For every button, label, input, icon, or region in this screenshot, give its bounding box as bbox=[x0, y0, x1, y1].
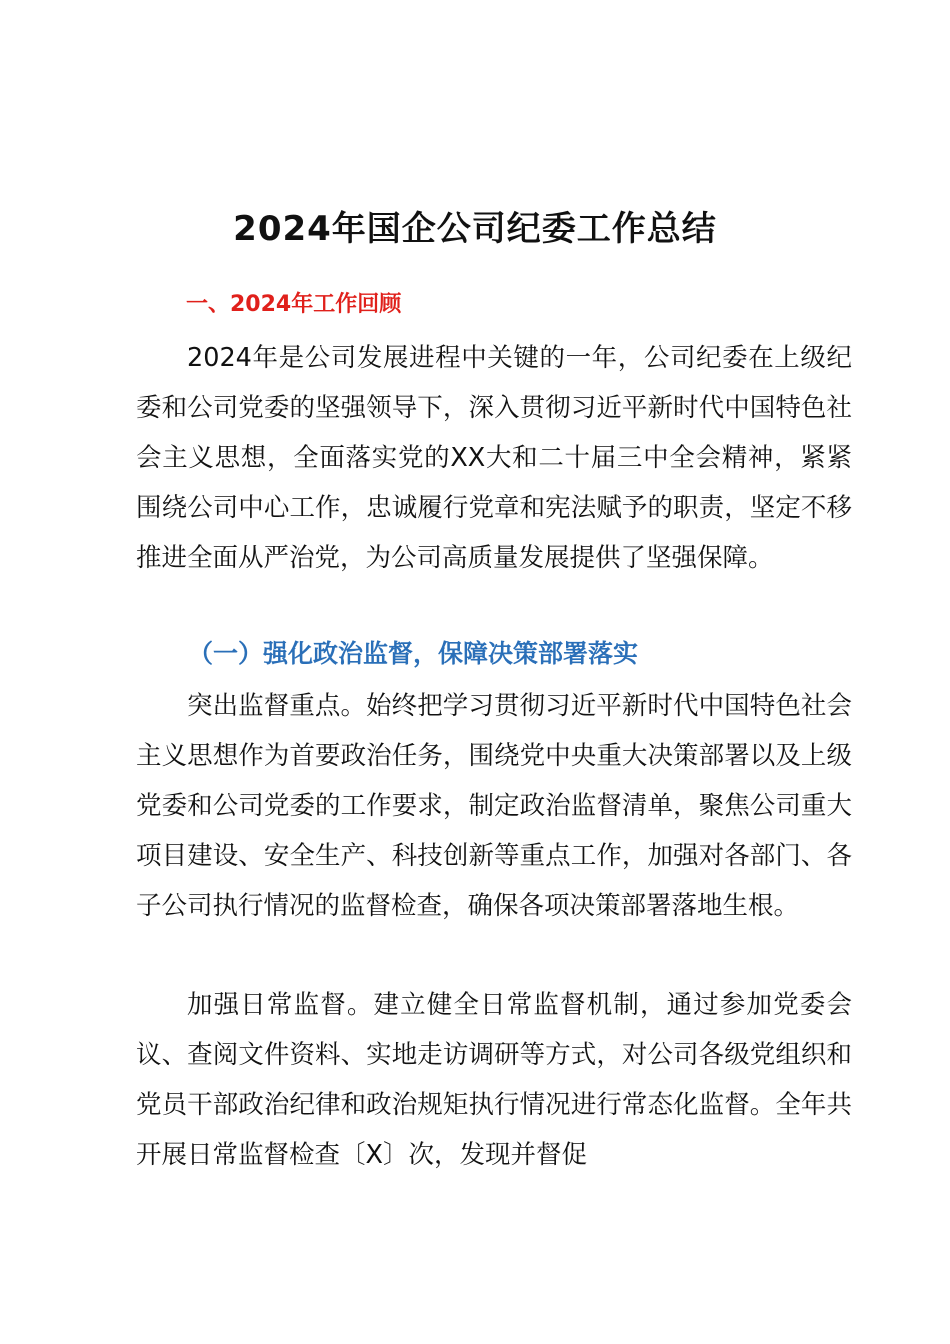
subsection-heading-political-supervision: （一）强化政治监督，保障决策部署落实 bbox=[188, 639, 639, 668]
paragraph-daily-supervision: 加强日常监督。建立健全日常监督机制，通过参加党委会议、查阅文件资料、实地走访调研等方式，对公司各级党组织和党员干部政治纪律和政治规矩执行情况进行常态化监督。全年共开展日常监督检查〔X〕次，发现并督促 bbox=[136, 990, 852, 1170]
section-heading-work-review: 一、2024年工作回顾 bbox=[186, 292, 402, 317]
document-title: 2024年国企公司纪委工作总结 bbox=[233, 209, 717, 249]
intro-paragraph: 2024年是公司发展进程中关键的一年，公司纪委在上级纪委和公司党委的坚强领导下，深入贯彻习近平新时代中国特色社会主义思想，全面落实党的XX大和二十届三中全会精神，紧紧围绕公司中心工作，忠诚履行党章和宪法赋予的职责，坚定不移推进全面从严治党，为公司高质量发展提供了坚强保障。 bbox=[136, 343, 852, 573]
paragraph-supervision-focus: 突出监督重点。始终把学习贯彻习近平新时代中国特色社会主义思想作为首要政治任务，围绕党中央重大决策部署以及上级党委和公司党委的工作要求，制定政治监督清单，聚焦公司重大项目建设、安全生产、科技创新等重点工作，加强对各部门、各子公司执行情况的监督检查，确保各项决策部署落地生根。 bbox=[136, 691, 852, 921]
